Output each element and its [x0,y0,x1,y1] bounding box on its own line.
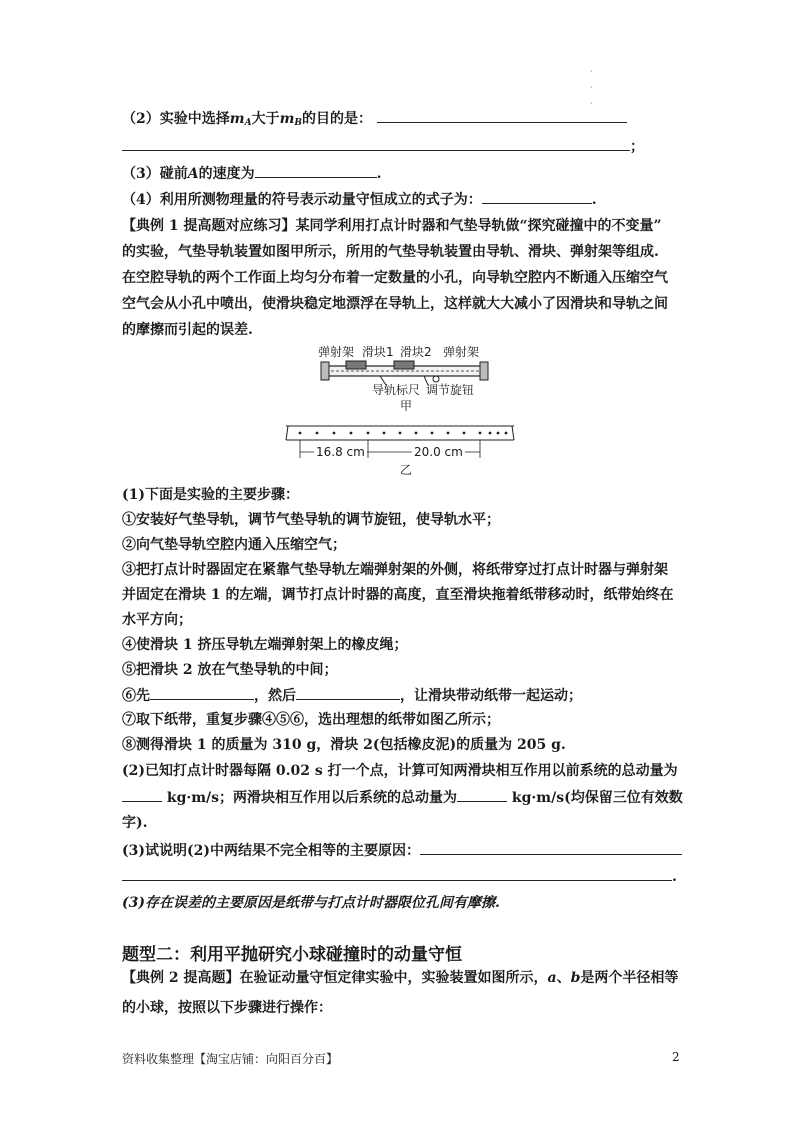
margin-dots: · · · [590,67,593,108]
answer-blank[interactable] [122,787,162,802]
figure-label-knob: 调节旋钮 [426,383,475,397]
answer-blank[interactable] [420,840,682,855]
tape-dot [447,432,450,435]
tape-dot [415,432,418,435]
figure-label-rail-scale: 导轨标尺 [372,383,421,397]
tape-dot [383,432,386,435]
tape-dot [299,432,302,435]
step-8: ⑧测得滑块 1 的质量为 310 g，滑块 2(包括橡皮泥)的质量为 205 g. [122,737,566,753]
step-1: ①安装好气垫导轨，调节气垫导轨的调节旋钮，使导轨水平； [122,512,500,528]
tape-dot [505,432,508,435]
part3-line1: (3)试说明(2)中两结果不完全相等的主要原因： [122,840,682,861]
answer-blank[interactable] [122,136,630,151]
answer-note: (3)存在误差的主要原因是纸带与打点计时器限位孔间有摩擦. [122,895,500,911]
page-number: 2 [672,1050,680,1064]
answer-blank[interactable] [457,787,507,802]
part2-line2: kg·m/s；两滑块相互作用以后系统的总动量为 kg·m/s(均保留三位有效数 [122,787,683,808]
example1-line1: 【典例 1 提高题对应练习】某同学利用打点计时器和气垫导轨做“探究碰撞中的不变量” [122,218,662,234]
tape-dot [316,432,319,435]
steps-intro: (1)下面是实验的主要步骤： [122,487,299,503]
example2-line1: 【典例 2 提高题】在验证动量守恒定律实验中，实验装置如图所示，a、b是两个半径相等 [122,970,679,986]
part2-line1: (2)已知打点计时器每隔 0.02 s 打一个点，计算可知两滑块相互作用以前系统的总动量为 [122,763,678,779]
question-2: （2）实验中选择$m_A$大于$m_B$的目的是： [122,108,627,133]
answer-blank[interactable] [377,108,627,123]
figure-caption-b: 乙 [400,463,413,477]
tape-dot [367,432,370,435]
example1-line2: 的实验，气垫导轨装置如图甲所示，所用的气垫导轨装置由导轨、滑块、弹射架等组成. [122,244,659,260]
answer-blank[interactable] [122,866,672,881]
section-title: 题型二：利用平抛研究小球碰撞时的动量守恒 [122,945,462,965]
answer-blank[interactable] [296,685,400,700]
step-3a: ③把打点计时器固定在紧靠气垫导轨左端弹射架的外侧，将纸带穿过打点计时器与弹射架 [122,562,668,578]
part3-line2: . [122,866,677,887]
tape-dot [431,432,434,435]
step-5: ⑤把滑块 2 放在气垫导轨的中间； [122,662,338,678]
answer-blank[interactable] [255,163,377,178]
tape-dot [350,432,353,435]
step-4: ④使滑块 1 挤压导轨左端弹射架上的橡皮绳； [122,637,408,653]
figure-caption-a: 甲 [400,399,413,413]
answer-blank[interactable] [482,189,592,204]
tape-dot [463,432,466,435]
step-3c: 水平方向； [122,612,192,628]
tape-dot [333,432,336,435]
tape-dot [497,432,500,435]
step-6: ⑥先 ，然后 ，让滑块带动纸带一起运动； [122,685,582,706]
step-7: ⑦取下纸带，重复步骤④⑤⑥，选出理想的纸带如图乙所示； [122,712,500,728]
example1-line3: 在空腔导轨的两个工作面上均匀分布着一定数量的小孔，向导轨空腔内不断通入压缩空气 [122,270,668,286]
example2-line2: 的小球，按照以下步骤进行操作： [122,1000,332,1016]
question-3: （3）碰前A的速度为 . [122,163,382,184]
tape-dot [479,432,482,435]
part2-line3: 字). [122,815,148,831]
figure-label-launcher-right: 弹射架 [443,345,480,359]
question-2-continuation: ； [122,136,644,157]
tape-distance-1: 16.8 cm [316,445,365,459]
tape-distance-2: 20.0 cm [414,445,463,459]
step-2: ②向气垫导轨空腔内通入压缩空气； [122,537,346,553]
question-4: （4）利用所测物理量的符号表示动量守恒成立的式子为： . [122,189,597,210]
tape-dot [399,432,402,435]
example1-line5: 的摩擦而引起的误差. [122,322,253,338]
footer-source: 资料收集整理【淘宝店铺：向阳百分百】 [122,1052,339,1066]
step-3b: 并固定在滑块 1 的左端，调节打点计时器的高度，直至滑块拖着纸带移动时，纸带始终在 [122,587,674,603]
figure-label-slider1: 滑块1 [362,345,394,359]
example1-line4: 空气会从小孔中喷出，使滑块稳定地漂浮在导轨上，这样就大大减小了因滑块和导轨之间 [122,296,668,312]
figure-label-launcher-left: 弹射架 [318,345,355,359]
figure-label-slider2: 滑块2 [400,345,432,359]
tape-dot [489,432,492,435]
answer-blank[interactable] [150,685,254,700]
